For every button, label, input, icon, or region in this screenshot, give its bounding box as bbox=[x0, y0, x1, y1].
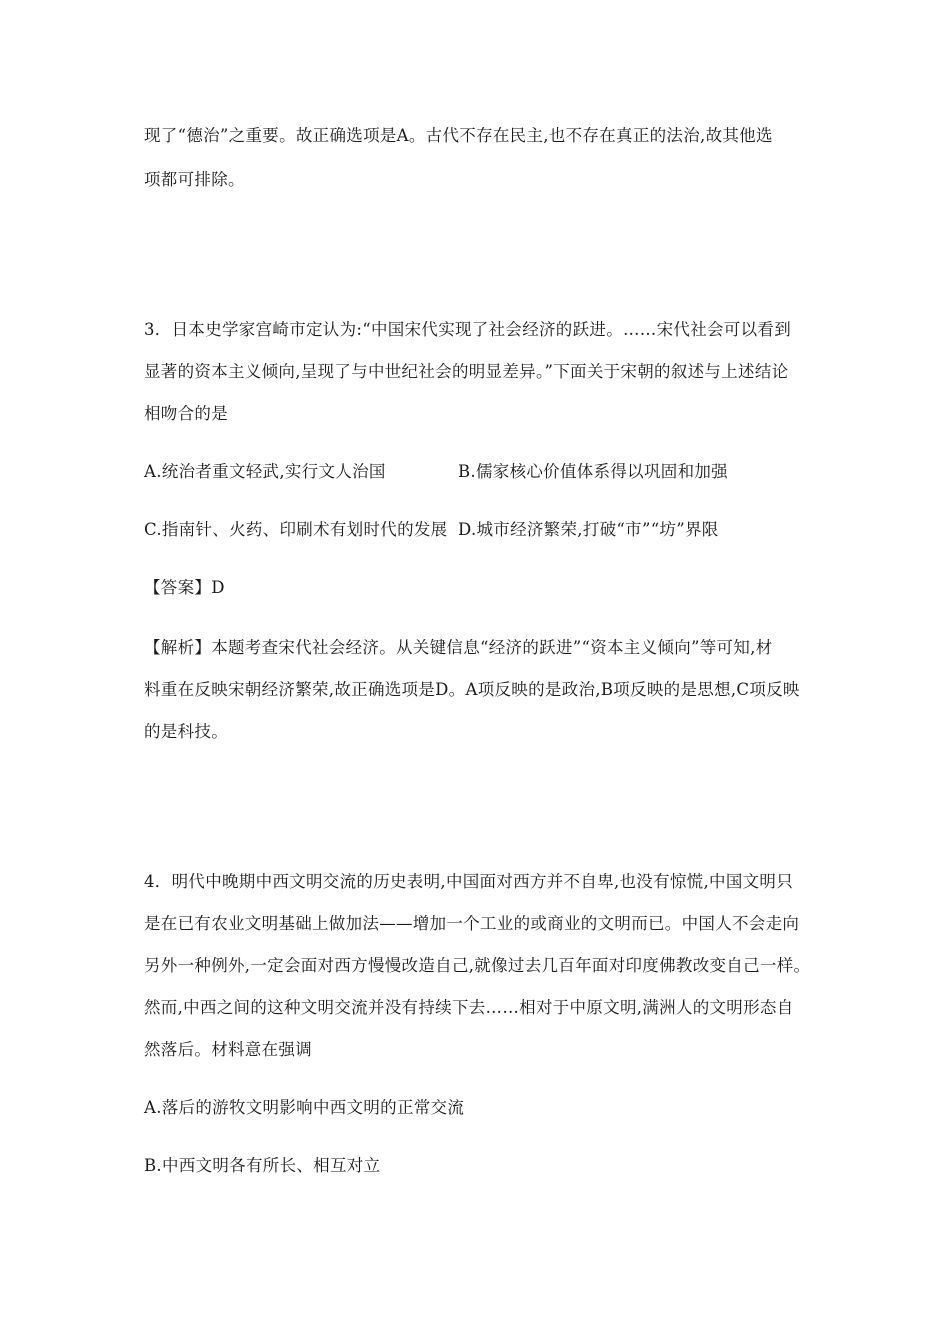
q3-analysis-line-3: 的是科技。 bbox=[144, 722, 228, 741]
q3-analysis-line-2: 料重在反映宋朝经济繁荣,故正确选项是D。A项反映的是政治,B项反映的是思想,C项反映 bbox=[144, 680, 800, 699]
q3-option-b: B.儒家核心价值体系得以巩固和加强 bbox=[458, 462, 728, 481]
q4-stem-line-3: 另外一种例外,一定会面对西方慢慢改造自己,就像过去几百年面对印度佛教改变自己一样。 bbox=[144, 956, 811, 975]
prev-analysis-line-2: 项都可排除。 bbox=[144, 170, 245, 189]
q3-option-c: C.指南针、火药、印刷术有划时代的发展 bbox=[144, 520, 448, 539]
q3-stem-line-3: 相吻合的是 bbox=[144, 404, 228, 423]
q4-stem-line-1: 4．明代中晚期中西文明交流的历史表明,中国面对西方并不自卑,也没有惊慌,中国文明只 bbox=[144, 872, 794, 891]
q4-stem-line-5: 然落后。材料意在强调 bbox=[144, 1040, 312, 1059]
q3-option-d: D.城市经济繁荣,打破“市”“坊”界限 bbox=[458, 520, 719, 539]
q4-stem-line-2: 是在已有农业文明基础上做加法——增加一个工业的或商业的文明而已。中国人不会走向 bbox=[144, 914, 800, 933]
q3-answer: 【答案】D bbox=[144, 578, 225, 597]
q3-stem-line-1: 3．日本史学家宫崎市定认为:“中国宋代实现了社会经济的跃进。……宋代社会可以看到 bbox=[144, 320, 791, 339]
q4-stem-line-4: 然而,中西之间的这种文明交流并没有持续下去……相对于中原文明,满洲人的文明形态自 bbox=[144, 998, 794, 1017]
q4-option-b: B.中西文明各有所长、相互对立 bbox=[144, 1156, 381, 1175]
q3-option-a: A.统治者重文轻武,实行文人治国 bbox=[144, 462, 386, 481]
q4-option-a: A.落后的游牧文明影响中西文明的正常交流 bbox=[144, 1098, 465, 1117]
q3-stem-line-2: 显著的资本主义倾向,呈现了与中世纪社会的明显差异。”下面关于宋朝的叙述与上述结论 bbox=[144, 362, 789, 381]
q3-analysis-line-1: 【解析】本题考查宋代社会经济。从关键信息“经济的跃进”“资本主义倾向”等可知,材 bbox=[144, 638, 773, 657]
prev-analysis-line-1: 现了“德治”之重要。故正确选项是A。古代不存在民主,也不存在真正的法治,故其他选 bbox=[144, 126, 773, 145]
